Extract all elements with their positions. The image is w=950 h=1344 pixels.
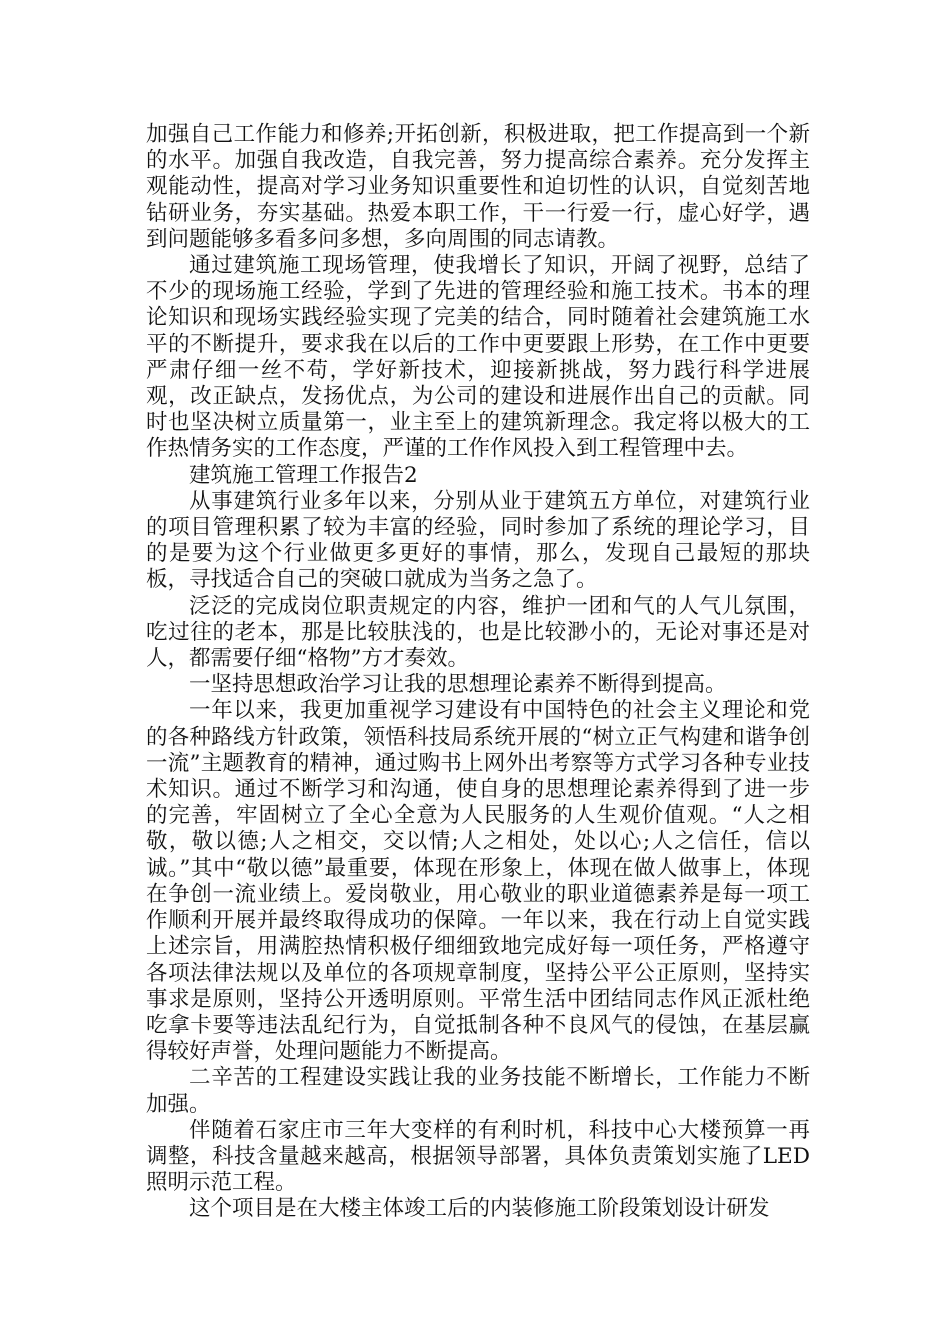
paragraph: 通过建筑施工现场管理，使我增长了知识，开阔了视野，总结了不少的现场施工经验，学到了先进的管理经验和施工技术。书本的理论知识和现场实践经验实现了完美的结合，同时随着社会建筑施工水平的不断提升，要求我在以后的工作中更要跟上形势，在工作中更要严肃仔细一丝不苟，学好新技术，迎接新挑战，努力践行科学进展观，改正缺点，发扬优点，为公司的建设和进展作出自己的贡献。同时也坚决树立质量第一，业主至上的建筑新理念。我定将以极大的工作热情务实的工作态度，严谨的工作作风投入到工程管理中去。 xyxy=(146,253,810,462)
section-heading: 建筑施工管理工作报告2 xyxy=(189,462,418,488)
paragraph: 泛泛的完成岗位职责规定的内容，维护一团和气的人气儿氛围，吃过往的老本，那是比较肤浅的，也是比较渺小的，无论对事还是对人，都需要仔细“格物”方才奏效。 xyxy=(146,593,810,672)
subheading: 二辛苦的工程建设实践让我的业务技能不断增长，工作能力不断加强。 xyxy=(146,1065,810,1117)
document-page xyxy=(146,122,810,1223)
paragraph: 一年以来，我更加重视学习建设有中国特色的社会主义理论和党的各种路线方针政策，领悟科技局系统开展的“树立正气构建和谐争创一流”主题教育的精神，通过购书上网外出考察等方式学习各种专业技术知识。通过不断学习和沟通，使自身的思想理论素养得到了进一步的完善，牢固树立了全心全意为人民服务的人生观价值观。“人之相敬，敬以德;人之相交，交以情;人之相处，处以心;人之信任，信以诚。”其中“敬以德”最重要，体现在形象上，体现在做人做事上，体现在争创一流业绩上。爱岗敬业，用心敬业的职业道德素养是每一项工作顺利开展并最终取得成功的保障。一年以来，我在行动上自觉实践上述宗旨，用满腔热情积极仔细细致地完成好每一项任务，严格遵守各项法律法规以及单位的各项规章制度，坚持公平公正原则，坚持实事求是原则，坚持公开透明原则。平常生活中团结同志作风正派杜绝吃拿卡要等违法乱纪行为，自觉抵制各种不良风气的侵蚀，在基层赢得较好声誉，处理问题能力不断提高。 xyxy=(146,698,810,1065)
paragraph: 伴随着石家庄市三年大变样的有利时机，科技中心大楼预算一再调整，科技含量越来越高，根据领导部署，具体负责策划实施了LED照明示范工程。 xyxy=(146,1117,810,1196)
paragraph: 这个项目是在大楼主体竣工后的内装修施工阶段策划设计研发 xyxy=(189,1196,770,1222)
paragraph: 从事建筑行业多年以来，分别从业于建筑五方单位，对建筑行业的项目管理积累了较为丰富的经验，同时参加了系统的理论学习，目的是要为这个行业做更多更好的事情，那么，发现自己最短的那块板，寻找适合自己的突破口就成为当务之急了。 xyxy=(146,488,810,593)
paragraph-continued: 加强自己工作能力和修养;开拓创新，积极进取，把工作提高到一个新的水平。加强自我改造，自我完善，努力提高综合素养。充分发挥主观能动性，提高对学习业务知识重要性和迫切性的认识，自觉刻苦地钻研业务，夯实基础。热爱本职工作，干一行爱一行，虚心好学，遇到问题能够多看多问多想，多向周围的同志请教。 xyxy=(146,122,810,252)
subheading: 一坚持思想政治学习让我的思想理论素养不断得到提高。 xyxy=(189,672,727,698)
